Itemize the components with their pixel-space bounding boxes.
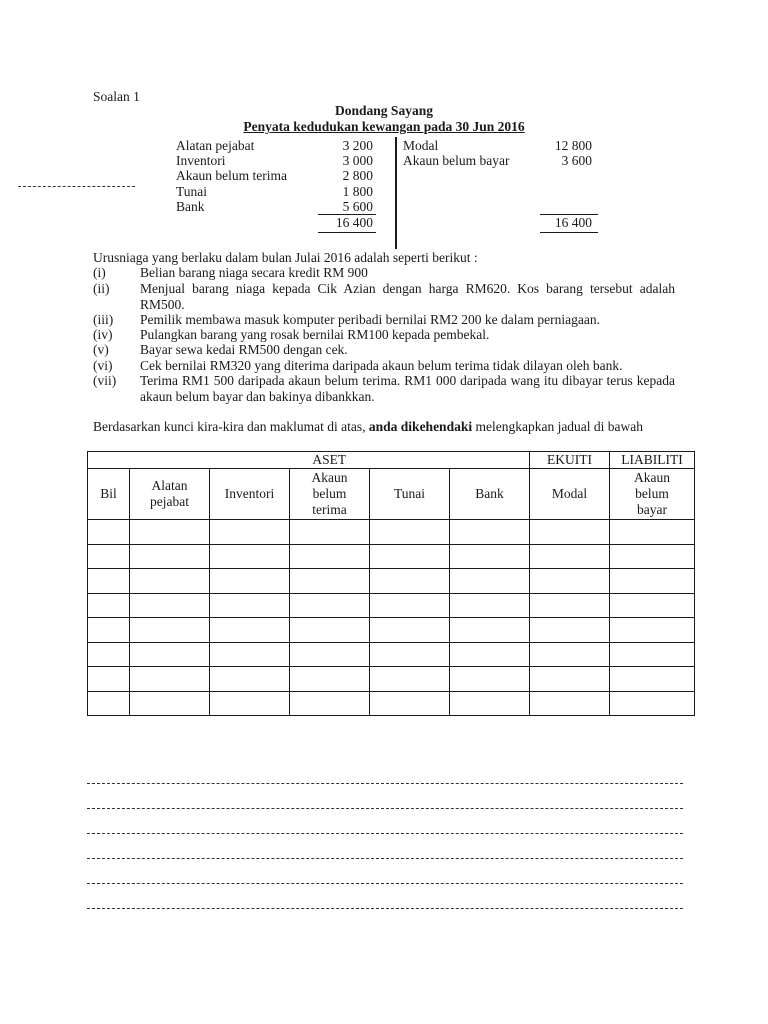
transaction-text: Belian barang niaga secara kredit RM 900 <box>140 265 368 280</box>
answer-cell[interactable] <box>88 593 130 618</box>
answer-cell[interactable] <box>88 618 130 643</box>
assets-total: 16 400 <box>335 215 373 230</box>
margin-dash-line <box>18 186 135 187</box>
answer-cell[interactable] <box>88 544 130 569</box>
transaction-number: (iii) <box>93 312 114 327</box>
answer-cell[interactable] <box>130 691 210 716</box>
answer-cell[interactable] <box>450 667 530 692</box>
answer-cell[interactable] <box>370 593 450 618</box>
asset-label: Alatan pejabat <box>176 138 255 153</box>
answer-cell[interactable] <box>530 642 610 667</box>
answer-cell[interactable] <box>370 642 450 667</box>
answer-cell[interactable] <box>290 544 370 569</box>
answer-cell[interactable] <box>450 593 530 618</box>
answer-cell[interactable] <box>610 618 695 643</box>
liability-label: Akaun belum bayar <box>403 153 510 168</box>
answer-cell[interactable] <box>370 569 450 594</box>
liability-amount: 3 600 <box>561 153 592 168</box>
transaction-number: (v) <box>93 342 109 357</box>
answer-table <box>87 451 695 716</box>
liabilities-total: 16 400 <box>554 215 592 230</box>
col-header-tunai: Tunai <box>370 469 450 520</box>
instruction-part: Berdasarkan kunci kira-kira dan maklumat di atas, <box>93 419 369 434</box>
answer-cell[interactable] <box>130 593 210 618</box>
answer-cell[interactable] <box>610 667 695 692</box>
transaction-text: Pemilik membawa masuk komputer peribadi bernilai RM2 200 ke dalam perniagaan. <box>140 312 601 327</box>
answer-cell[interactable] <box>370 667 450 692</box>
answer-cell[interactable] <box>130 520 210 545</box>
answer-cell[interactable] <box>290 691 370 716</box>
answer-cell[interactable] <box>210 642 290 667</box>
company-name: Dondang Sayang <box>335 103 433 118</box>
col-header-akaun-belum-bayar: Akaun belum bayar <box>610 469 695 520</box>
answer-cell[interactable] <box>370 544 450 569</box>
answer-cell[interactable] <box>290 667 370 692</box>
answer-cell[interactable] <box>610 569 695 594</box>
asset-amount: 3 200 <box>342 138 373 153</box>
answer-cell[interactable] <box>290 618 370 643</box>
transaction-text: Pulangkan barang yang rosak bernilai RM100 kepada pembekal. <box>140 327 490 342</box>
table-row <box>88 691 695 716</box>
answer-cell[interactable] <box>290 593 370 618</box>
transactions-intro: Urusniaga yang berlaku dalam bulan Julai 2016 adalah seperti berikut : <box>93 250 478 265</box>
answer-cell[interactable] <box>530 593 610 618</box>
group-header-aset: ASET <box>130 452 530 469</box>
answer-cell[interactable] <box>450 691 530 716</box>
question-label: Soalan 1 <box>93 89 140 104</box>
answer-cell[interactable] <box>610 544 695 569</box>
col-header-alatan-pejabat: Alatan pejabat <box>130 469 210 520</box>
statement-title: Penyata kedudukan kewangan pada 30 Jun 2016 <box>243 119 525 134</box>
table-cell <box>88 452 130 469</box>
transaction-number: (ii) <box>93 281 110 296</box>
answer-cell[interactable] <box>88 667 130 692</box>
table-group-header-row <box>88 452 695 469</box>
answer-cell[interactable] <box>530 520 610 545</box>
asset-label: Akaun belum terima <box>176 168 287 183</box>
answer-cell[interactable] <box>210 667 290 692</box>
transaction-number: (vi) <box>93 358 113 373</box>
answer-cell[interactable] <box>610 520 695 545</box>
balance-divider <box>395 137 397 249</box>
answer-line <box>87 833 683 834</box>
transaction-number: (iv) <box>93 327 113 342</box>
answer-cell[interactable] <box>450 544 530 569</box>
table-row <box>88 520 695 545</box>
answer-line <box>87 808 683 809</box>
answer-cell[interactable] <box>210 618 290 643</box>
col-header-bank: Bank <box>450 469 530 520</box>
answer-cell[interactable] <box>530 618 610 643</box>
asset-label: Bank <box>176 199 205 214</box>
answer-cell[interactable] <box>530 667 610 692</box>
answer-cell[interactable] <box>130 569 210 594</box>
transaction-text: Terima RM1 500 daripada akaun belum terima. RM1 000 daripada wang itu dibayar terus kepada akaun belum bayar dan bakinya dibankkan. <box>140 373 675 404</box>
answer-cell[interactable] <box>530 544 610 569</box>
assets-total-underline <box>318 232 376 233</box>
transaction-text: Menjual barang niaga kepada Cik Azian dengan harga RM620. Kos barang tersebut adalah RM500. <box>140 281 675 312</box>
col-header-bil: Bil <box>88 469 130 520</box>
asset-amount: 3 000 <box>342 153 373 168</box>
answer-cell[interactable] <box>88 691 130 716</box>
answer-cell[interactable] <box>370 520 450 545</box>
answer-line <box>87 858 683 859</box>
answer-cell[interactable] <box>610 691 695 716</box>
answer-cell[interactable] <box>450 569 530 594</box>
answer-cell[interactable] <box>610 642 695 667</box>
answer-cell[interactable] <box>610 593 695 618</box>
answer-cell[interactable] <box>88 642 130 667</box>
asset-label: Inventori <box>176 153 226 168</box>
answer-cell[interactable] <box>210 520 290 545</box>
answer-cell[interactable] <box>290 569 370 594</box>
answer-cell[interactable] <box>450 520 530 545</box>
table-body <box>88 520 695 716</box>
col-header-modal: Modal <box>530 469 610 520</box>
col-header-inventori: Inventori <box>210 469 290 520</box>
table-row <box>88 569 695 594</box>
instruction-emphasis: anda dikehendaki <box>368 419 473 434</box>
answer-cell[interactable] <box>370 618 450 643</box>
answer-cell[interactable] <box>370 691 450 716</box>
answer-cell[interactable] <box>210 593 290 618</box>
liabilities-total-underline <box>540 232 598 233</box>
answer-line <box>87 908 683 909</box>
answer-cell[interactable] <box>210 691 290 716</box>
answer-cell[interactable] <box>290 642 370 667</box>
transaction-number: (vii) <box>93 373 117 388</box>
asset-amount: 5 600 <box>342 199 373 214</box>
table-row <box>88 544 695 569</box>
answer-cell[interactable] <box>130 544 210 569</box>
answer-line <box>87 883 683 884</box>
table-row <box>88 667 695 692</box>
instruction-part: melengkapkan jadual di bawah <box>472 419 644 434</box>
transaction-text: Cek bernilai RM320 yang diterima daripada akaun belum terima tidak dilayan oleh bank. <box>140 358 623 373</box>
asset-label: Tunai <box>176 184 208 199</box>
transaction-text: Bayar sewa kedai RM500 dengan cek. <box>140 342 348 357</box>
asset-amount: 2 800 <box>342 168 373 183</box>
answer-cell[interactable] <box>88 520 130 545</box>
answer-cell[interactable] <box>530 569 610 594</box>
answer-cell[interactable] <box>130 667 210 692</box>
answer-cell[interactable] <box>290 520 370 545</box>
answer-cell[interactable] <box>210 569 290 594</box>
answer-cell[interactable] <box>130 642 210 667</box>
answer-cell[interactable] <box>450 618 530 643</box>
col-header-akaun-belum-terima: Akaun belum terima <box>290 469 370 520</box>
answer-cell[interactable] <box>210 544 290 569</box>
table-row <box>88 593 695 618</box>
group-header-ekuiti: EKUITI <box>530 452 610 469</box>
answer-cell[interactable] <box>130 618 210 643</box>
answer-cell[interactable] <box>450 642 530 667</box>
liability-label: Modal <box>403 138 439 153</box>
table-row <box>88 642 695 667</box>
answer-line <box>87 783 683 784</box>
liability-amount: 12 800 <box>554 138 592 153</box>
transaction-number: (i) <box>93 265 106 280</box>
group-header-liabiliti: LIABILITI <box>610 452 695 469</box>
answer-cell[interactable] <box>88 569 130 594</box>
instruction <box>93 419 643 434</box>
table-row <box>88 618 695 643</box>
asset-amount: 1 800 <box>342 184 373 199</box>
answer-cell[interactable] <box>530 691 610 716</box>
table-column-header-row <box>88 469 695 520</box>
